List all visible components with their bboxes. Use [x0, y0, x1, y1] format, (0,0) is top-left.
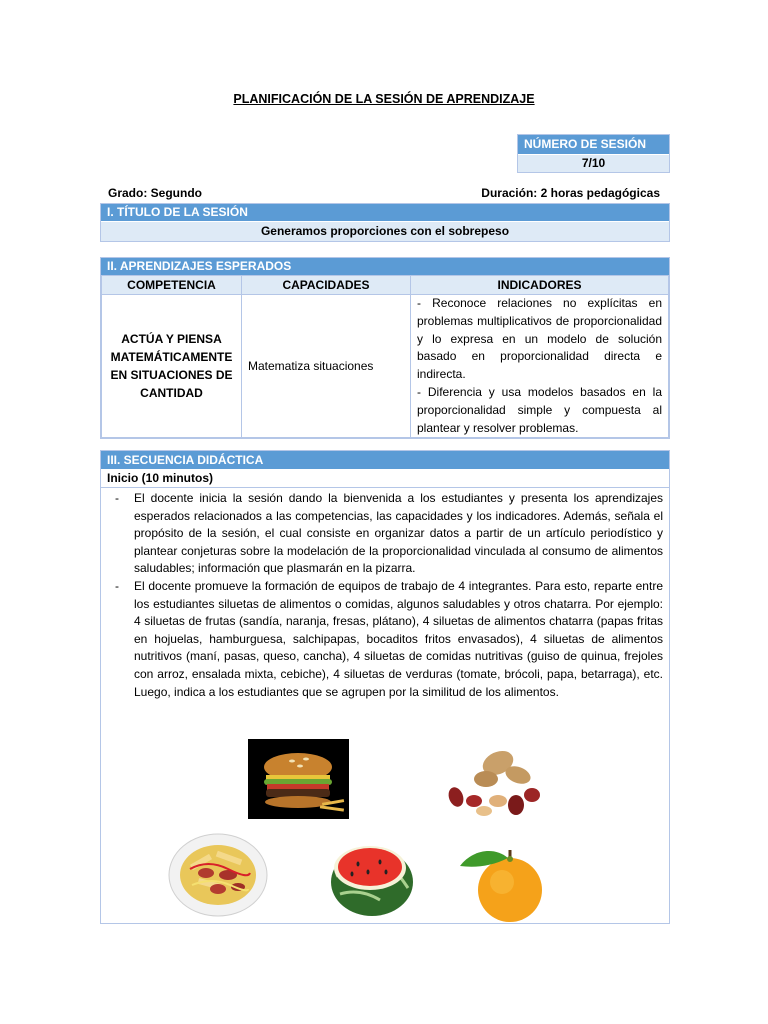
- column-header-indicadores: INDICADORES: [411, 276, 669, 295]
- column-header-capacidades: CAPACIDADES: [242, 276, 411, 295]
- session-number-box: [517, 134, 670, 173]
- learnings-table: [101, 275, 669, 438]
- competencia-line: CANTIDAD: [140, 386, 203, 401]
- dash-bullet-icon: -: [115, 491, 119, 505]
- document-title: PLANIFICACIÓN DE LA SESIÓN DE APRENDIZAJE: [233, 92, 535, 106]
- capacidad-cell: Matematiza situaciones: [242, 295, 411, 438]
- list-item-text: El docente inicia la sesión dando la bienvenida a los estudiantes y presenta los aprendizajes esperados relacionados a las competencias, las capacidades y los indicadores. Además, señala el propósito de la sesión, el cual consiste en organizar datos a partir de un artículo periodístico y plantear conjeturas sobre la modelación de la proporcionalidad vinculada al consumo de alimentos saludables; información que plasmarán en la pizarra.: [134, 491, 663, 576]
- column-header-competencia: COMPETENCIA: [102, 276, 242, 295]
- orange-image: [458, 844, 546, 924]
- competencia-line: ACTÚA Y PIENSA: [121, 332, 222, 347]
- list-item-text: El docente promueve la formación de equipos de trabajo de 4 integrantes. Para esto, reparte entre los estudiantes siluetas de alimentos o comidas, algunos saludables y otros chatarra. Por ejemplo: 4 siluetas de frutas (sandía, naranja, fresas, plátano), 4 siluetas de alimentos chatarra (papas fritas en hojuelas, hamburguesa, salchipapas, bocaditos fritos envasados), 4 siluetas de alimentos nutritivos (maní, pasas, queso, cancha), 4 siluetas de comidas nutritivas (guiso de quinua, frejoles con arroz, ensalada mixta, cebiche), 4 siluetas de verduras (tomate, brócoli, papa, betarraga), etc. Luego, indica a los estudiantes que se agrupen por la similitud de los alimentos.: [134, 578, 663, 699]
- competencia-line: EN SITUACIONES DE: [110, 368, 233, 383]
- peanuts-image: [436, 739, 548, 821]
- competencia-line: MATEMÁTICAMENTE: [110, 350, 233, 365]
- sequence-list: [101, 488, 669, 701]
- indicator-item: - Reconoce relaciones no explícitas en problemas multiplicativos de proporcionalidad y lo expresa en un modelo de solución basado en proporcionalidad directa e indirecta.: [417, 296, 662, 382]
- section-title-block: [100, 203, 670, 242]
- salchipapa-image: [168, 829, 268, 917]
- hamburger-image: [248, 739, 349, 819]
- list-item: [107, 490, 663, 578]
- indicator-item: - Diferencia y usa modelos basados en la proporcionalidad simple y compuesta al plantear y resolver problemas.: [417, 384, 662, 435]
- watermelon-image: [330, 842, 414, 917]
- indicadores-cell: [411, 295, 669, 438]
- session-number-label: NÚMERO DE SESIÓN: [518, 135, 669, 155]
- section1-heading: I. TÍTULO DE LA SESIÓN: [101, 204, 669, 221]
- competencia-cell: [102, 295, 242, 438]
- inicio-label: Inicio (10 minutos): [101, 469, 669, 488]
- duration-label: Duración: 2 horas pedagógicas: [481, 186, 660, 200]
- section2-heading: II. APRENDIZAJES ESPERADOS: [101, 258, 669, 275]
- section-learnings-block: [100, 257, 670, 439]
- grade-label: Grado: Segundo: [108, 186, 202, 200]
- session-title: Generamos proporciones con el sobrepeso: [101, 221, 669, 241]
- list-item: [107, 578, 663, 701]
- section3-heading: III. SECUENCIA DIDÁCTICA: [101, 451, 669, 469]
- dash-bullet-icon: -: [115, 578, 119, 593]
- session-number-value: 7/10: [518, 155, 669, 172]
